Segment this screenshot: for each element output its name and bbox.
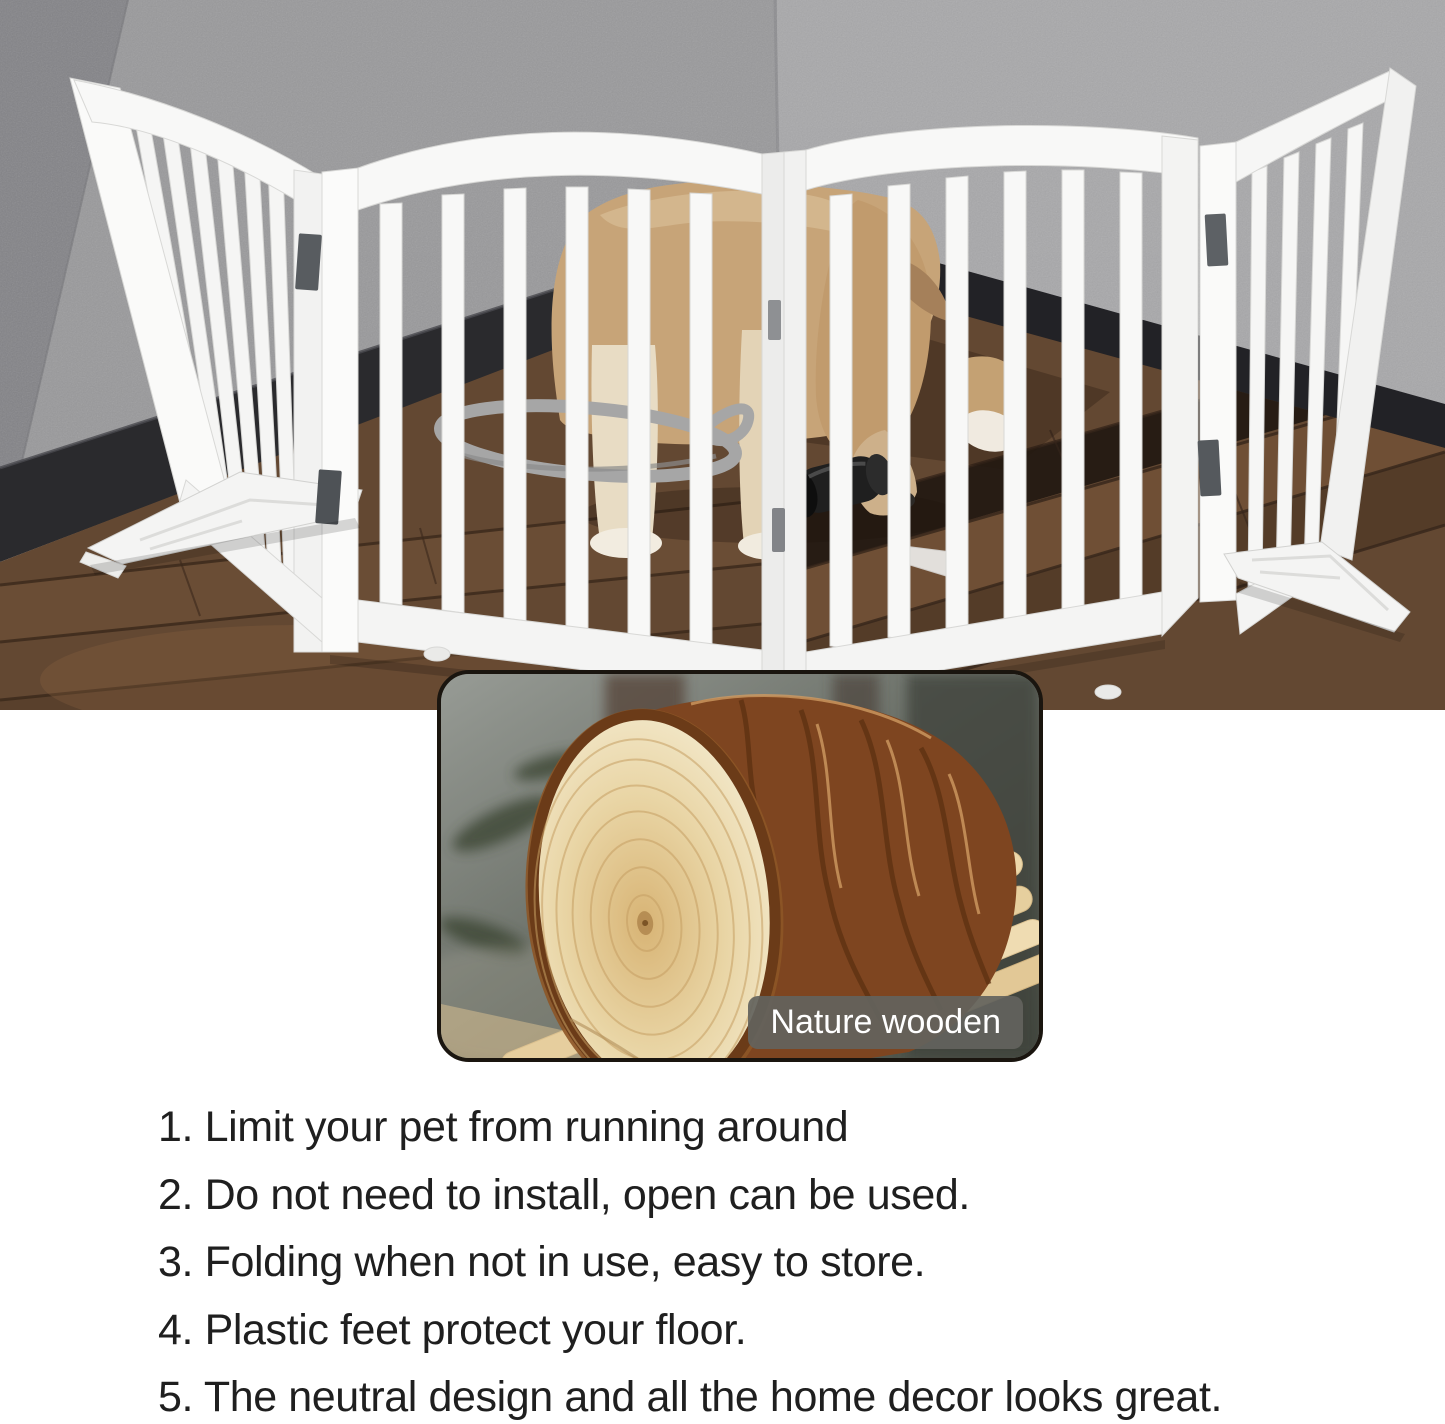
feature-item: 4. Plastic feet protect your floor. [158, 1305, 747, 1354]
pet-gate-photo [0, 0, 1445, 710]
gate-slat [1120, 172, 1142, 604]
gate-foot-nub [1095, 685, 1121, 699]
hinge-icon [772, 508, 785, 552]
hinge-icon [1205, 213, 1229, 266]
feature-item: 1. Limit your pet from running around [158, 1103, 849, 1152]
feature-list [158, 1094, 1438, 1424]
gate-slat [442, 194, 464, 613]
gate-slat [1004, 171, 1026, 622]
feature-item: 5. The neutral design and all the home decor looks great. [158, 1373, 1223, 1422]
gate-stile [322, 168, 358, 652]
dog-hind-paw [590, 528, 662, 558]
hinge-icon [1198, 439, 1222, 496]
gate-stile [1162, 136, 1198, 636]
feature-item: 3. Folding when not in use, easy to store. [158, 1238, 926, 1287]
nature-wooden-badge: Nature wooden [748, 996, 1023, 1049]
hinge-icon [768, 300, 781, 340]
gate-slat [946, 176, 968, 631]
gate-slat [566, 187, 588, 629]
gate-slat [830, 194, 852, 649]
pet-gate-scene [0, 0, 1445, 710]
gate-stile [1200, 142, 1236, 602]
nature-wood-inset-image [437, 670, 1043, 1062]
gate-slat [888, 184, 910, 640]
gate-slat [380, 203, 402, 605]
hinge-icon [295, 233, 322, 290]
hinge-icon [315, 469, 342, 524]
feature-item: 2. Do not need to install, open can be used. [158, 1170, 970, 1219]
gate-fold-stile [784, 150, 806, 694]
gate-slat [504, 188, 526, 621]
gate-fold-stile [762, 152, 784, 694]
gate-slat [690, 193, 712, 645]
gate-slat [1062, 170, 1084, 613]
gate-foot-nub [424, 647, 450, 661]
gate-slat [628, 189, 650, 637]
